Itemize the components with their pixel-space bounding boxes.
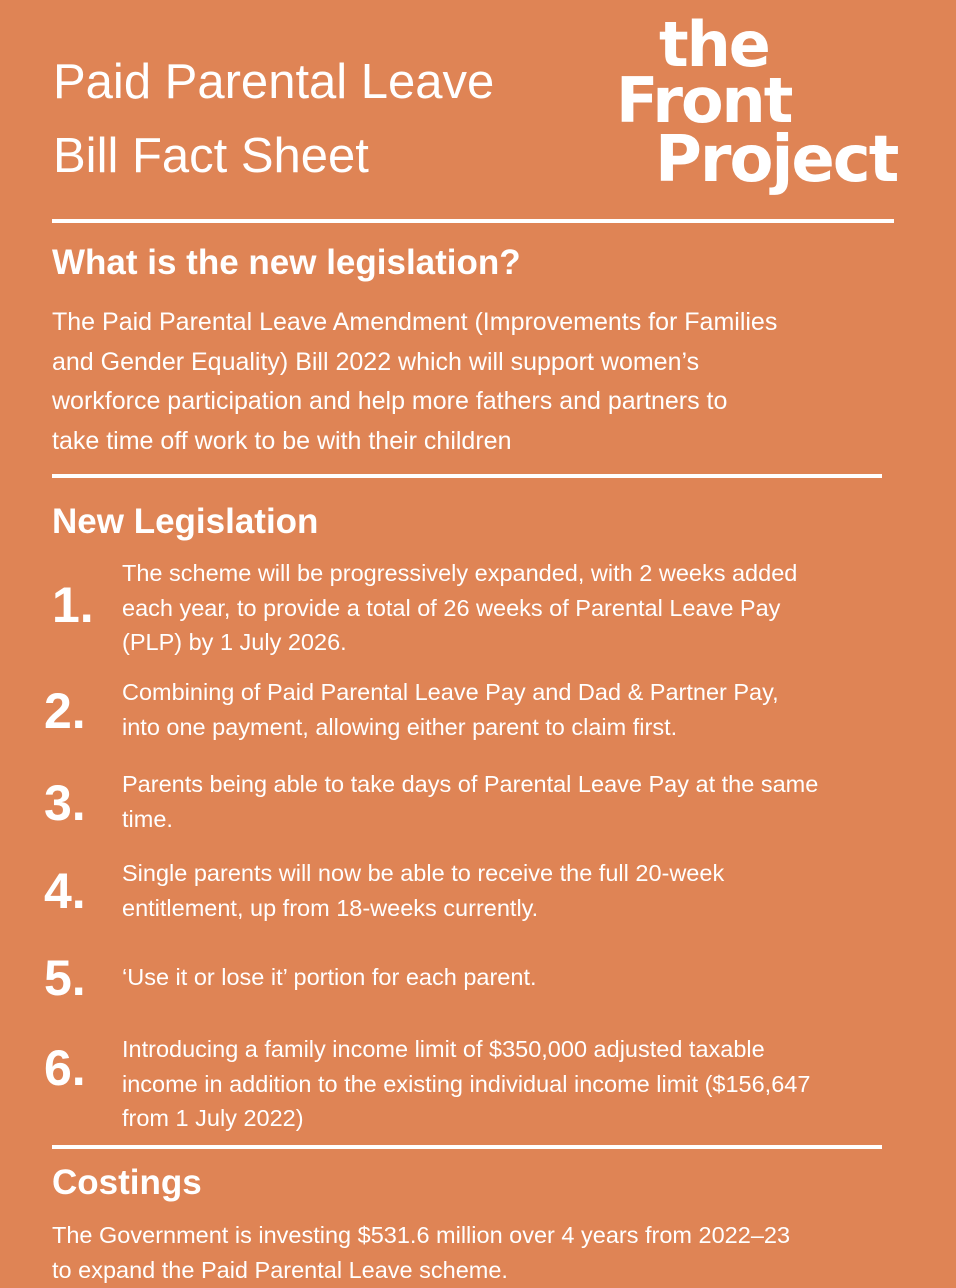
list-item-3 (122, 767, 912, 836)
list-item-line: time. (122, 805, 173, 832)
item-number-1: 1. (52, 577, 94, 633)
divider-what (52, 474, 882, 478)
item-number-2: 2. (44, 683, 86, 739)
divider-new-legislation (52, 1145, 882, 1149)
section-what-line: workforce participation and help more fathers and partners to (52, 387, 728, 415)
page-title-line-1: Paid Parental Leave (53, 55, 495, 109)
list-item-6 (122, 1032, 912, 1136)
item-number-4: 4. (44, 863, 86, 919)
list-item-line: Combining of Paid Parental Leave Pay and Dad & Partner Pay, (122, 679, 779, 705)
list-item-line: into one payment, allowing either parent to claim first. (122, 713, 678, 740)
page-title-line-2: Bill Fact Sheet (53, 129, 369, 183)
the-front-project-logo (612, 8, 902, 214)
list-item-line: income in addition to the existing individual income limit ($156,647 (122, 1070, 811, 1097)
list-item-line: ‘Use it or lose it’ portion for each parent. (122, 964, 537, 990)
logo-text-front: Front (616, 64, 792, 137)
list-item-line: each year, to provide a total of 26 weeks of Parental Leave Pay (122, 594, 781, 621)
logo-text-the: the (659, 8, 769, 81)
item-number-6: 6. (44, 1040, 86, 1096)
section-what-body (52, 303, 932, 461)
section-costings-line: to expand the Paid Parental Leave scheme. (52, 1257, 508, 1283)
list-item-1 (122, 556, 912, 660)
list-item-line: (PLP) by 1 July 2026. (122, 629, 347, 655)
section-heading-costings: Costings (52, 1163, 202, 1202)
list-item-5 (122, 960, 912, 995)
divider-header (52, 219, 894, 223)
list-item-line: entitlement, up from 18-weeks currently. (122, 894, 539, 921)
section-heading-new-legislation: New Legislation (52, 502, 319, 541)
section-heading-what: What is the new legislation? (52, 243, 521, 282)
list-item-line: Single parents will now be able to receive the full 20-week (122, 860, 725, 886)
list-item-line: The scheme will be progressively expanded, with 2 weeks added (122, 560, 798, 586)
section-what-line: take time off work to be with their children (52, 426, 512, 455)
list-item-4 (122, 856, 912, 925)
section-costings-body (52, 1218, 912, 1288)
item-number-3: 3. (44, 775, 86, 831)
section-what-line: The Paid Parental Leave Amendment (Improvements for Families (52, 308, 778, 336)
section-what-line: and Gender Equality) Bill 2022 which will support women’s (52, 347, 700, 376)
list-item-line: Introducing a family income limit of $350,000 adjusted taxable (122, 1036, 765, 1062)
list-item-line: Parents being able to take days of Parental Leave Pay at the same (122, 771, 819, 797)
item-number-5: 5. (44, 950, 86, 1006)
section-costings-line: The Government is investing $531.6 million over 4 years from 2022–23 (52, 1222, 791, 1248)
logo-text-project: Project (655, 123, 898, 197)
list-item-line: from 1 July 2022) (122, 1105, 304, 1131)
list-item-2 (122, 675, 912, 744)
